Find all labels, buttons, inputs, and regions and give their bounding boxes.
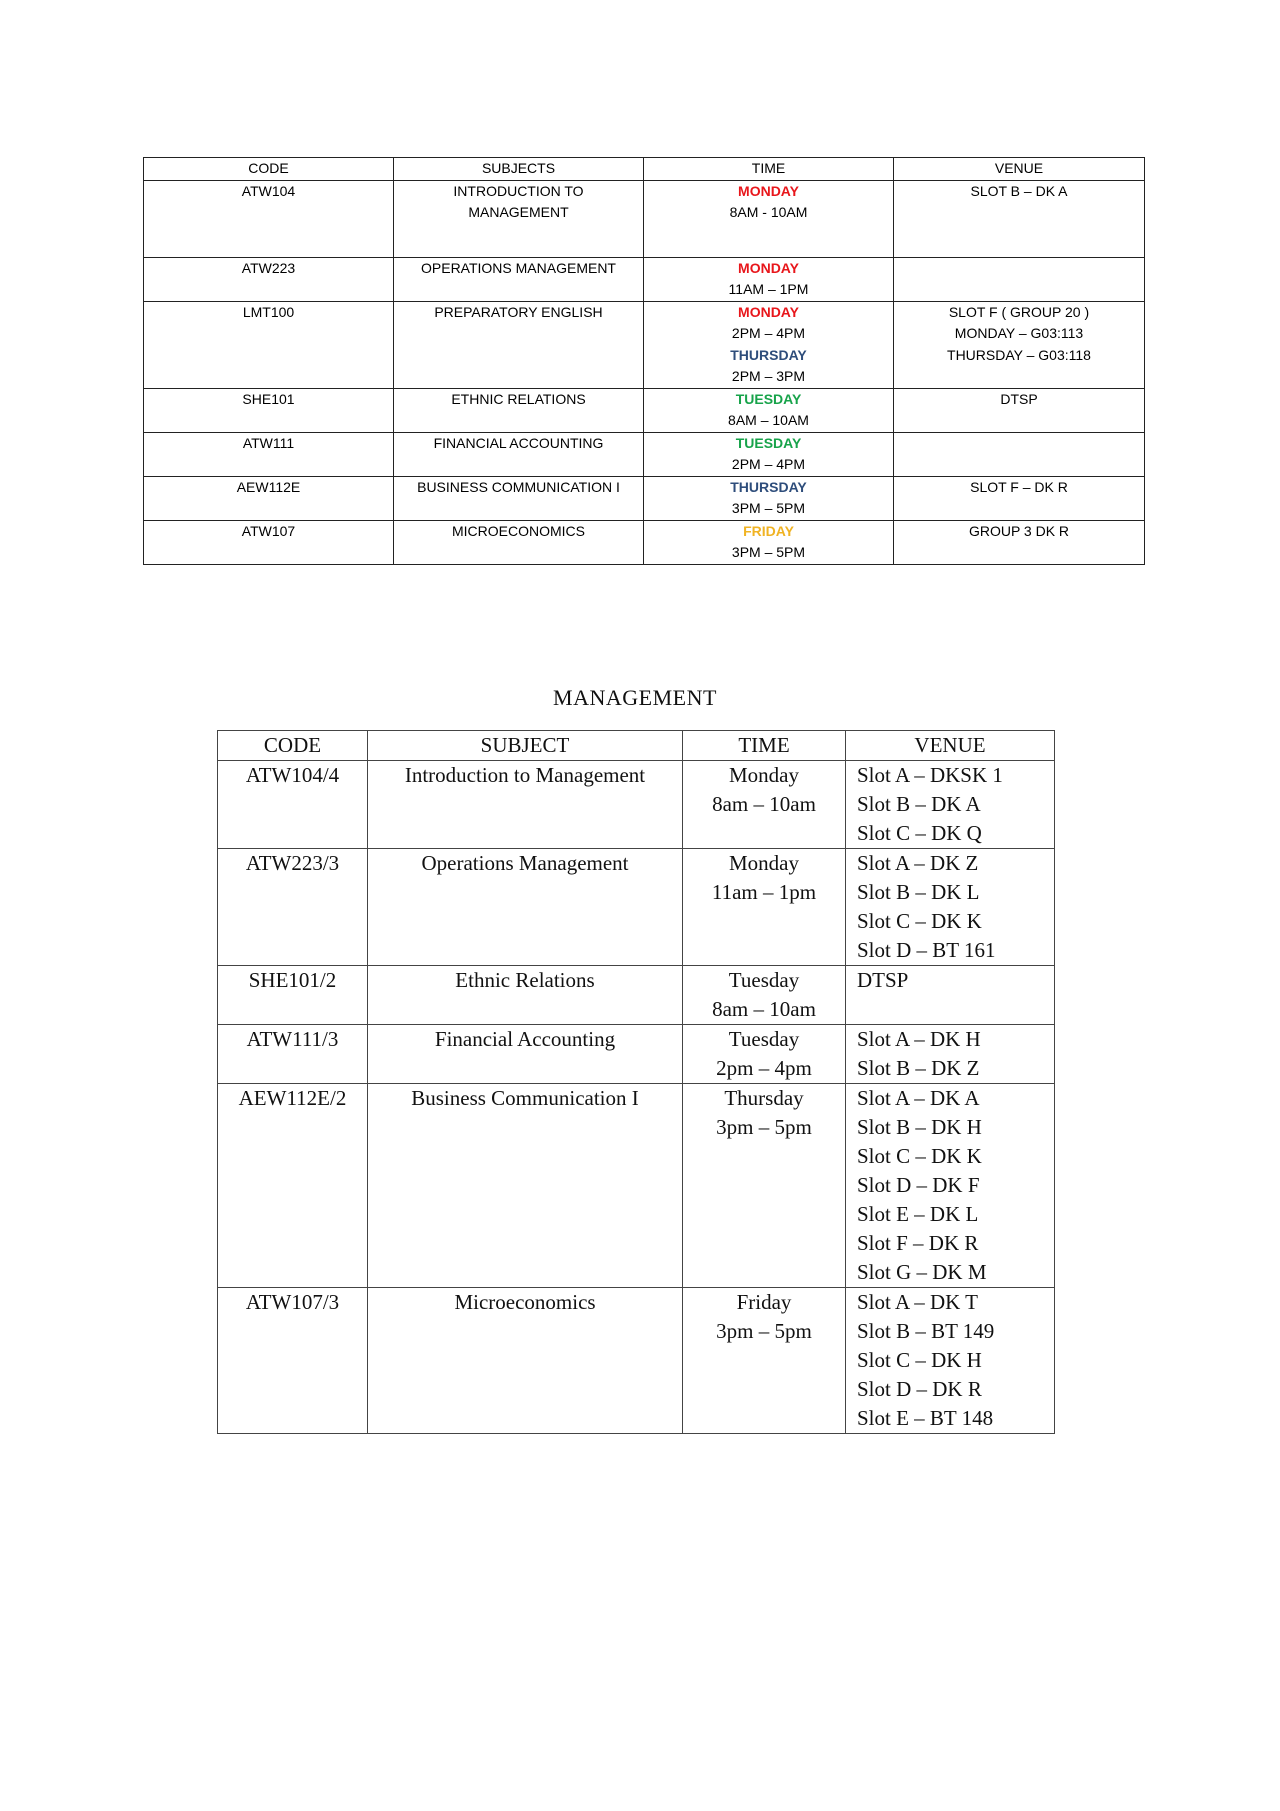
time-cell — [644, 476, 894, 520]
venue-line: GROUP 3 DK R — [968, 522, 1070, 539]
code-cell: ATW223 — [144, 257, 394, 301]
venue-cell — [846, 761, 1055, 849]
venue-cell — [894, 301, 1145, 388]
code-cell: LMT100 — [144, 301, 394, 388]
code-cell: ATW111/3 — [218, 1025, 368, 1084]
time-range: 3PM – 5PM — [731, 500, 806, 516]
subject-line: BUSINESS COMMUNICATION I — [417, 478, 620, 495]
time-cell — [683, 761, 846, 849]
day-label: MONDAY — [738, 303, 799, 320]
table-row — [218, 966, 1055, 1025]
venue-cell — [894, 257, 1145, 301]
venue-line: Slot E – DK L — [857, 1202, 979, 1226]
code-cell: ATW223/3 — [218, 849, 368, 966]
time-line: Monday — [729, 763, 799, 787]
time-cell — [683, 1288, 846, 1434]
subject-line: MICROECONOMICS — [452, 522, 585, 539]
time-line: 8am – 10am — [712, 997, 816, 1021]
venue-line: Slot C – DK K — [857, 909, 982, 933]
management-heading: MANAGEMENT — [553, 685, 717, 710]
venue-cell — [894, 476, 1145, 520]
table1-header-subjects: SUBJECTS — [394, 158, 644, 181]
code-cell: ATW107 — [144, 520, 394, 564]
subject-cell — [394, 257, 644, 301]
table1-header-row — [144, 158, 1145, 181]
subject-line: PREPARATORY ENGLISH — [434, 303, 603, 320]
venue-cell — [894, 388, 1145, 432]
time-cell — [644, 301, 894, 388]
time-cell — [644, 388, 894, 432]
venue-cell — [894, 432, 1145, 476]
venue-line: Slot A – DK T — [857, 1290, 978, 1314]
venue-cell — [846, 1288, 1055, 1434]
code-cell: ATW107/3 — [218, 1288, 368, 1434]
subject-line: MANAGEMENT — [468, 204, 569, 220]
venue-line: Slot B – DK H — [857, 1115, 982, 1139]
table2-header-venue: VENUE — [846, 731, 1055, 761]
time-range: 3PM – 5PM — [731, 544, 806, 560]
day-label: MONDAY — [738, 182, 799, 199]
timetable-summary — [143, 157, 1145, 565]
subject-cell — [394, 520, 644, 564]
table-row — [144, 388, 1145, 432]
venue-line: THURSDAY – G03:118 — [947, 346, 1091, 363]
venue-line: Slot D – DK F — [857, 1173, 980, 1197]
subject-cell — [394, 432, 644, 476]
subject-cell: Operations Management — [368, 849, 683, 966]
venue-line: Slot D – DK R — [857, 1377, 982, 1401]
subject-line: OPERATIONS MANAGEMENT — [421, 259, 616, 276]
venue-line: SLOT F ( GROUP 20 ) — [948, 303, 1090, 320]
table2-header-row — [218, 731, 1055, 761]
time-range: 2PM – 4PM — [731, 456, 806, 472]
time-cell — [683, 966, 846, 1025]
code-cell: ATW104 — [144, 180, 394, 257]
table2-body — [218, 761, 1055, 1434]
venue-line: Slot A – DKSK 1 — [857, 763, 1003, 787]
code-cell: AEW112E/2 — [218, 1084, 368, 1288]
day-label: MONDAY — [738, 259, 799, 276]
time-cell — [683, 849, 846, 966]
time-line: 3pm – 5pm — [716, 1319, 812, 1343]
table2-header-subject: SUBJECT — [368, 731, 683, 761]
venue-line: DTSP — [1000, 390, 1038, 407]
time-cell — [644, 520, 894, 564]
subject-line: ETHNIC RELATIONS — [451, 390, 586, 407]
venue-cell — [846, 1025, 1055, 1084]
code-cell: ATW111 — [144, 432, 394, 476]
venue-cell — [846, 966, 1055, 1025]
time-cell — [644, 257, 894, 301]
venue-cell — [846, 849, 1055, 966]
time-line: Tuesday — [728, 968, 800, 992]
venue-line: Slot B – DK L — [857, 880, 980, 904]
venue-line: Slot C – DK H — [857, 1348, 982, 1372]
time-cell — [644, 432, 894, 476]
table1-header-time: TIME — [644, 158, 894, 181]
day-label: FRIDAY — [743, 522, 794, 539]
subject-cell — [394, 388, 644, 432]
table1-header-code: CODE — [144, 158, 394, 181]
code-cell: AEW112E — [144, 476, 394, 520]
subject-cell: Ethnic Relations — [368, 966, 683, 1025]
time-cell — [644, 180, 894, 257]
table-row — [218, 1025, 1055, 1084]
day-label: THURSDAY — [730, 346, 807, 363]
subject-cell: Business Communication I — [368, 1084, 683, 1288]
venue-line: Slot F – DK R — [857, 1231, 979, 1255]
venue-line: Slot D – BT 161 — [857, 938, 996, 962]
table2-header-code: CODE — [218, 731, 368, 761]
venue-line: SLOT F – DK R — [970, 478, 1068, 495]
subject-cell — [394, 180, 644, 257]
time-cell — [683, 1084, 846, 1288]
code-cell: ATW104/4 — [218, 761, 368, 849]
table1-header-venue: VENUE — [894, 158, 1145, 181]
table-row — [218, 761, 1055, 849]
time-line: 8am – 10am — [712, 792, 816, 816]
venue-cell — [894, 180, 1145, 257]
table-row — [144, 476, 1145, 520]
venue-line: Slot A – DK H — [857, 1027, 981, 1051]
venue-line: SLOT B – DK A — [970, 182, 1068, 199]
subject-line: FINANCIAL ACCOUNTING — [433, 434, 604, 451]
day-label: THURSDAY — [730, 478, 807, 495]
venue-line: Slot B – DK A — [857, 792, 981, 816]
venue-line: Slot B – DK Z — [857, 1056, 980, 1080]
venue-line: Slot E – BT 148 — [857, 1406, 994, 1430]
venue-cell — [894, 520, 1145, 564]
table-row — [144, 301, 1145, 388]
venue-line: DTSP — [857, 968, 909, 992]
day-label: TUESDAY — [735, 390, 802, 407]
time-line: Tuesday — [728, 1027, 800, 1051]
time-line: Friday — [736, 1290, 792, 1314]
venue-line: Slot B – BT 149 — [857, 1319, 995, 1343]
table-row — [144, 432, 1145, 476]
table-row — [218, 849, 1055, 966]
venue-line: Slot A – DK A — [857, 1086, 980, 1110]
subject-cell: Introduction to Management — [368, 761, 683, 849]
time-line: 11am – 1pm — [711, 880, 817, 904]
subject-line: INTRODUCTION TO — [453, 182, 584, 199]
venue-line: Slot G – DK M — [857, 1260, 987, 1284]
table-row — [218, 1288, 1055, 1434]
table1-body — [144, 180, 1145, 564]
time-range: 2PM – 4PM — [731, 325, 806, 341]
time-line: 3pm – 5pm — [716, 1115, 812, 1139]
time-line: Monday — [729, 851, 799, 875]
table-row — [144, 180, 1145, 257]
table2-header-time: TIME — [683, 731, 846, 761]
time-range: 8AM - 10AM — [729, 204, 808, 220]
subject-cell: Financial Accounting — [368, 1025, 683, 1084]
venue-line: Slot C – DK K — [857, 1144, 982, 1168]
table-row — [144, 257, 1145, 301]
subject-cell — [394, 301, 644, 388]
day-label: TUESDAY — [735, 434, 802, 451]
venue-line: Slot A – DK Z — [857, 851, 979, 875]
time-range: 11AM – 1PM — [728, 281, 809, 297]
time-range: 2PM – 3PM — [731, 368, 806, 384]
time-cell — [683, 1025, 846, 1084]
code-cell: SHE101/2 — [218, 966, 368, 1025]
time-line: 2pm – 4pm — [716, 1056, 812, 1080]
time-range: 8AM – 10AM — [728, 412, 809, 428]
time-line: Thursday — [724, 1086, 804, 1110]
subject-cell: Microeconomics — [368, 1288, 683, 1434]
table-row — [144, 520, 1145, 564]
venue-line: MONDAY – G03:113 — [954, 325, 1084, 341]
venue-cell — [846, 1084, 1055, 1288]
code-cell: SHE101 — [144, 388, 394, 432]
table-row — [218, 1084, 1055, 1288]
management-timetable — [217, 730, 1055, 1434]
subject-cell — [394, 476, 644, 520]
venue-line: Slot C – DK Q — [857, 821, 982, 845]
